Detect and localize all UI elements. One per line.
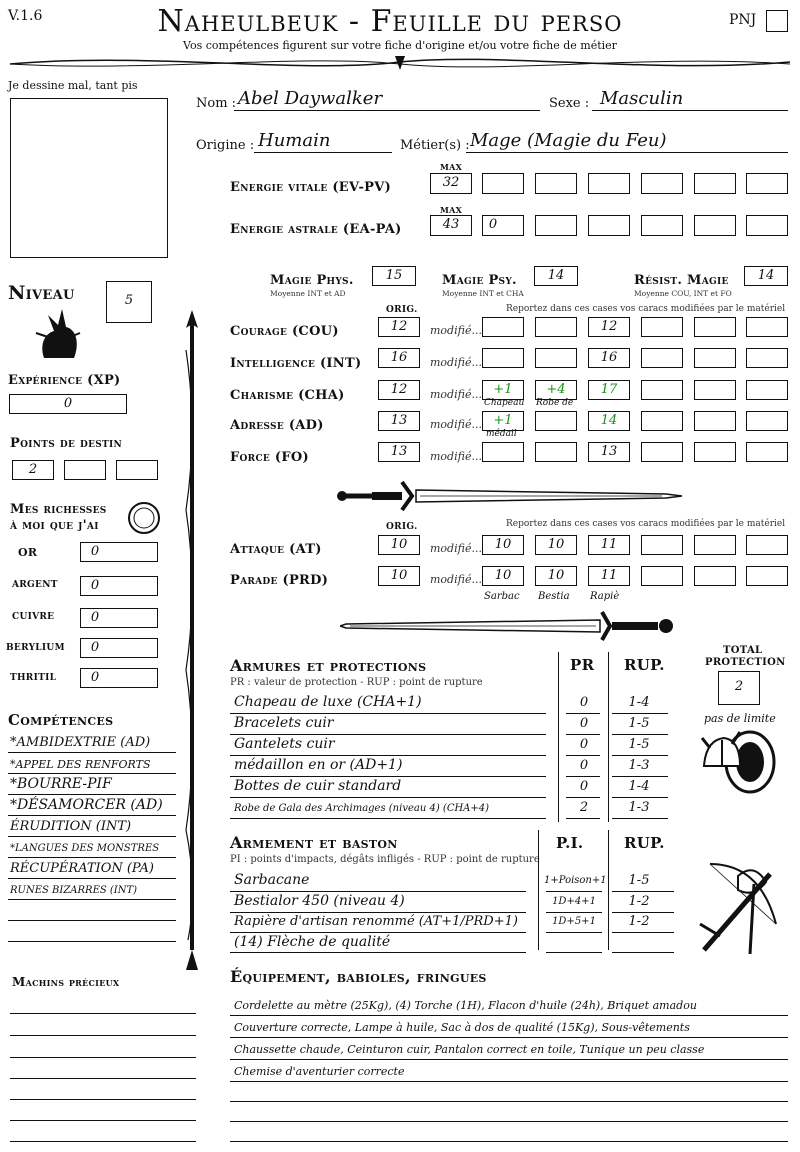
combat-note-rapie: Rapiè bbox=[590, 591, 620, 602]
armure-4-name[interactable]: médaillon en or (AD+1) bbox=[234, 757, 403, 773]
parade-mod-1: 10 bbox=[494, 568, 512, 583]
argent-box[interactable] bbox=[80, 576, 158, 596]
parade-mod-2: 10 bbox=[547, 568, 565, 583]
adresse-orig-box[interactable] bbox=[378, 411, 420, 431]
charisme-note-chapeau: Chapeau bbox=[484, 398, 525, 408]
courage-box-2[interactable] bbox=[535, 317, 577, 337]
adresse-modif-label: modifié... bbox=[430, 418, 482, 431]
equipement-rule-3 bbox=[230, 1059, 788, 1060]
ev-box-4[interactable] bbox=[641, 173, 683, 194]
armures-col-pr: PR bbox=[570, 656, 595, 674]
courage-final: 12 bbox=[600, 319, 618, 334]
attaque-mod-1: 10 bbox=[494, 537, 512, 552]
arme-4-line bbox=[230, 952, 526, 953]
no-limit-label: pas de limite bbox=[704, 712, 776, 725]
equipement-rule-1 bbox=[230, 1015, 788, 1016]
arme-1-line bbox=[230, 891, 526, 892]
ev-box-2[interactable] bbox=[535, 173, 577, 194]
arme-4-rup-line bbox=[612, 952, 674, 953]
courage-box-1[interactable] bbox=[482, 317, 524, 337]
origine-label: Origine : bbox=[196, 138, 255, 153]
ea-box-5[interactable] bbox=[694, 215, 736, 236]
arme-4-name[interactable]: (14) Flèche de qualité bbox=[234, 934, 391, 950]
parade-orig-box[interactable] bbox=[378, 566, 420, 586]
force-label: Force (FO) bbox=[230, 450, 309, 465]
nom-value[interactable]: Abel Daywalker bbox=[238, 88, 383, 109]
armure-3-pr-line bbox=[566, 755, 600, 756]
equipement-rule-7 bbox=[230, 1141, 788, 1142]
armure-4-rup[interactable]: 1-3 bbox=[628, 758, 650, 773]
experience-label: Expérience (XP) bbox=[8, 373, 121, 388]
ea-box-6[interactable] bbox=[746, 215, 788, 236]
intelligence-box-3[interactable] bbox=[588, 348, 630, 368]
ea-max-box[interactable] bbox=[430, 215, 472, 236]
charisme-box-6[interactable] bbox=[746, 380, 788, 400]
equipement-rule-2 bbox=[230, 1037, 788, 1038]
or-box[interactable] bbox=[80, 542, 158, 562]
magie-psy-label: Magie Psy. bbox=[442, 273, 517, 288]
charisme-label: Charisme (CHA) bbox=[230, 388, 345, 403]
combat-note: Reportez dans ces cases vos caracs modifiées par le matériel bbox=[506, 519, 786, 529]
parade-mod-3: 11 bbox=[600, 568, 618, 583]
adresse-note-medaillon: médail bbox=[486, 429, 517, 439]
total-protection-box[interactable] bbox=[718, 671, 760, 705]
armure-3-rup-line bbox=[612, 755, 668, 756]
competence-line-7 bbox=[8, 878, 176, 879]
argent-label: ARGENT bbox=[12, 580, 58, 590]
origine-value[interactable]: Humain bbox=[258, 130, 331, 151]
competence-5: ÉRUDITION (INT) bbox=[10, 819, 132, 834]
intelligence-label: Intelligence (INT) bbox=[230, 356, 362, 371]
armure-3-line bbox=[230, 755, 546, 756]
machins-line-7 bbox=[10, 1141, 196, 1142]
ea-box-1[interactable] bbox=[482, 215, 524, 236]
armure-6-rup-line bbox=[612, 818, 668, 819]
parade-box-2[interactable] bbox=[535, 566, 577, 586]
force-box-1[interactable] bbox=[482, 442, 524, 462]
pnj-checkbox[interactable] bbox=[766, 10, 788, 32]
armure-4-line bbox=[230, 776, 546, 777]
courage-modif-label: modifié... bbox=[430, 324, 482, 337]
resist-magie-note: Moyenne COU, INT et FO bbox=[634, 289, 732, 298]
force-orig-box[interactable] bbox=[378, 442, 420, 462]
experience-value: 0 bbox=[63, 396, 73, 411]
combat-note-bestia: Bestia bbox=[538, 591, 570, 602]
ev-box-1[interactable] bbox=[482, 173, 524, 194]
armure-4-pr-line bbox=[566, 776, 600, 777]
armure-5-pr[interactable]: 0 bbox=[579, 779, 589, 794]
ea-label: Energie astrale (EA-PA) bbox=[230, 222, 402, 237]
machins-line-5 bbox=[10, 1099, 196, 1100]
coin-icon bbox=[127, 501, 161, 535]
charisme-note-robe: Robe de bbox=[536, 398, 574, 408]
armure-2-name[interactable]: Bracelets cuir bbox=[234, 715, 334, 731]
version-label: V.1.6 bbox=[8, 8, 43, 24]
armure-1-pr-line bbox=[566, 713, 600, 714]
combat-note-sarbac: Sarbac bbox=[484, 591, 520, 602]
equipement-line-4[interactable]: Chemise d'aventurier correcte bbox=[234, 1065, 405, 1078]
ev-box-3[interactable] bbox=[588, 173, 630, 194]
ea-box-3[interactable] bbox=[588, 215, 630, 236]
argent-value: 0 bbox=[90, 578, 100, 593]
armure-2-pr[interactable]: 0 bbox=[579, 716, 589, 731]
charisme-mod-2: +4 bbox=[546, 382, 566, 397]
armes-title: Armement et baston bbox=[230, 833, 398, 852]
force-orig: 13 bbox=[390, 444, 408, 459]
equipement-rule-5 bbox=[230, 1101, 788, 1102]
page-subtitle: Vos compétences figurent sur votre fiche d'origine et/ou votre fiche de métier bbox=[183, 39, 617, 52]
staff-illustration bbox=[180, 310, 204, 970]
adresse-mod-1: +1 bbox=[493, 413, 513, 428]
metier-underline bbox=[466, 152, 788, 153]
courage-orig: 12 bbox=[390, 319, 408, 334]
armure-2-rup-line bbox=[612, 734, 668, 735]
pnj-label: PNJ bbox=[729, 12, 757, 28]
arme-4-pi-line bbox=[546, 952, 602, 953]
parade-box-3[interactable] bbox=[588, 566, 630, 586]
adresse-orig: 13 bbox=[390, 413, 408, 428]
competence-line-10 bbox=[8, 941, 176, 942]
force-box-6[interactable] bbox=[746, 442, 788, 462]
charisme-orig-box[interactable] bbox=[378, 380, 420, 400]
origine-underline bbox=[254, 152, 392, 153]
competence-line-3 bbox=[8, 794, 176, 795]
total-protection-label-1: TOTAL bbox=[723, 645, 763, 656]
adresse-final: 14 bbox=[600, 413, 618, 428]
arme-2-rup[interactable]: 1-2 bbox=[628, 894, 650, 909]
magie-psy-note: Moyenne INT et CHA bbox=[442, 289, 524, 298]
armure-3-name[interactable]: Gantelets cuir bbox=[234, 736, 335, 752]
armures-divider-1 bbox=[558, 652, 559, 822]
armure-6-pr-line bbox=[566, 818, 600, 819]
sword-illustration-top bbox=[336, 478, 686, 514]
berylium-box[interactable] bbox=[80, 638, 158, 658]
arme-2-rup-line bbox=[612, 912, 674, 913]
arme-3-line bbox=[230, 932, 526, 933]
experience-box[interactable] bbox=[9, 394, 127, 414]
parade-box-5[interactable] bbox=[694, 566, 736, 586]
competence-2: *APPEL DES RENFORTS bbox=[10, 758, 151, 771]
ev-max-value: 32 bbox=[442, 175, 460, 190]
thritil-value: 0 bbox=[90, 670, 100, 685]
armure-5-pr-line bbox=[566, 797, 600, 798]
attaque-box-2[interactable] bbox=[535, 535, 577, 555]
parade-box-1[interactable] bbox=[482, 566, 524, 586]
armure-5-line bbox=[230, 797, 546, 798]
or-value: 0 bbox=[90, 544, 100, 559]
portrait-caption: Je dessine mal, tant pis bbox=[8, 79, 138, 92]
competence-6: *LANGUES DES MONSTRES bbox=[10, 843, 160, 854]
courage-label: Courage (COU) bbox=[230, 324, 339, 339]
berylium-label: BERYLIUM bbox=[6, 643, 65, 653]
courage-box-3[interactable] bbox=[588, 317, 630, 337]
attaque-mod-2: 10 bbox=[547, 537, 565, 552]
ea-max-label: MAX bbox=[440, 205, 463, 215]
competence-line-4 bbox=[8, 815, 176, 816]
caracs-note: Reportez dans ces cases vos caracs modifiées par le matériel bbox=[506, 304, 786, 314]
armures-title: Armures et protections bbox=[230, 656, 427, 675]
weapons-icon bbox=[690, 854, 790, 964]
armes-divider-1 bbox=[538, 830, 539, 950]
armure-5-name[interactable]: Bottes de cuir standard bbox=[234, 778, 402, 794]
ea-box-4[interactable] bbox=[641, 215, 683, 236]
arme-2-pi[interactable]: 1D+4+1 bbox=[552, 896, 596, 907]
magie-phys-note: Moyenne INT et AD bbox=[270, 289, 346, 298]
magie-phys-value: 15 bbox=[385, 268, 403, 283]
armure-1-name[interactable]: Chapeau de luxe (CHA+1) bbox=[234, 694, 422, 710]
intelligence-box-5[interactable] bbox=[694, 348, 736, 368]
charisme-box-3[interactable] bbox=[588, 380, 630, 400]
equipement-line-1[interactable]: Cordelette au mètre (25Kg), (4) Torche (1H), Flacon d'huile (24h), Briquet amadou bbox=[234, 999, 697, 1012]
arme-1-pi[interactable]: 1+Poison+1 bbox=[544, 875, 607, 886]
ea-max-value: 43 bbox=[442, 217, 460, 232]
armure-2-line bbox=[230, 734, 546, 735]
arme-1-name[interactable]: Sarbacane bbox=[234, 872, 310, 888]
header-ornament bbox=[0, 50, 800, 76]
adresse-box-2[interactable] bbox=[535, 411, 577, 431]
force-box-4[interactable] bbox=[641, 442, 683, 462]
intelligence-box-2[interactable] bbox=[535, 348, 577, 368]
adresse-box-3[interactable] bbox=[588, 411, 630, 431]
machins-label: Machins précieux bbox=[12, 975, 120, 989]
competence-4: *DÉSAMORCER (AD) bbox=[10, 797, 163, 813]
berylium-value: 0 bbox=[90, 640, 100, 655]
attaque-box-1[interactable] bbox=[482, 535, 524, 555]
courage-box-5[interactable] bbox=[694, 317, 736, 337]
nom-label: Nom : bbox=[196, 96, 237, 111]
thritil-box[interactable] bbox=[80, 668, 158, 688]
page-title: Naheulbeuk - Feuille du perso bbox=[157, 4, 623, 39]
metier-label: Métier(s) : bbox=[400, 138, 470, 153]
intelligence-orig-box[interactable] bbox=[378, 348, 420, 368]
intelligence-orig: 16 bbox=[390, 350, 408, 365]
magie-psy-value: 14 bbox=[547, 268, 565, 283]
destin-box-2[interactable] bbox=[64, 460, 106, 480]
force-final: 13 bbox=[600, 444, 618, 459]
ev-max-box[interactable] bbox=[430, 173, 472, 194]
adresse-label: Adresse (AD) bbox=[230, 418, 324, 433]
armure-1-rup[interactable]: 1-4 bbox=[628, 695, 650, 710]
courage-box-4[interactable] bbox=[641, 317, 683, 337]
sexe-label: Sexe : bbox=[549, 96, 590, 111]
destin-box-1[interactable] bbox=[12, 460, 54, 480]
attaque-modif-label: modifié... bbox=[430, 542, 482, 555]
armure-5-rup-line bbox=[612, 797, 668, 798]
equipement-line-2[interactable]: Couverture correcte, Lampe à huile, Sac à dos de qualité (15Kg), Sous-vêtements bbox=[234, 1021, 690, 1034]
armure-1-rup-line bbox=[612, 713, 668, 714]
attaque-box-3[interactable] bbox=[588, 535, 630, 555]
equipement-rule-6 bbox=[230, 1121, 788, 1122]
armure-3-rup[interactable]: 1-5 bbox=[628, 737, 650, 752]
competence-7: RÉCUPÉRATION (PA) bbox=[10, 861, 154, 876]
magie-psy-box[interactable] bbox=[534, 266, 578, 286]
richesses-label-2: à moi que j'ai bbox=[10, 518, 99, 533]
armure-2-pr-line bbox=[566, 734, 600, 735]
cuivre-value: 0 bbox=[90, 610, 100, 625]
armure-1-line bbox=[230, 713, 546, 714]
competence-line-6 bbox=[8, 857, 176, 858]
dragon-icon bbox=[34, 303, 84, 363]
resist-magie-value: 14 bbox=[757, 268, 775, 283]
armure-6-name[interactable]: Robe de Gala des Archimages (niveau 4) (CHA+4) bbox=[234, 803, 490, 814]
charisme-final: 17 bbox=[600, 382, 618, 397]
machins-line-6 bbox=[10, 1120, 196, 1121]
nom-underline bbox=[234, 110, 540, 111]
parade-label: Parade (PRD) bbox=[230, 573, 329, 588]
force-box-3[interactable] bbox=[588, 442, 630, 462]
equipement-title: Équipement, babioles, fringues bbox=[230, 967, 487, 986]
cuivre-label: CUIVRE bbox=[12, 612, 55, 622]
parade-box-4[interactable] bbox=[641, 566, 683, 586]
arme-3-name[interactable]: Rapière d'artisan renommé (AT+1/PRD+1) bbox=[234, 914, 518, 929]
competence-1: *AMBIDEXTRIE (AD) bbox=[10, 735, 151, 750]
charisme-orig: 12 bbox=[390, 382, 408, 397]
attaque-orig-box[interactable] bbox=[378, 535, 420, 555]
adresse-box-6[interactable] bbox=[746, 411, 788, 431]
competence-line-8 bbox=[8, 899, 176, 900]
force-box-5[interactable] bbox=[694, 442, 736, 462]
armure-6-line bbox=[230, 818, 546, 819]
armure-5-rup[interactable]: 1-4 bbox=[628, 779, 650, 794]
competences-label: Compétences bbox=[8, 711, 114, 729]
attaque-box-6[interactable] bbox=[746, 535, 788, 555]
machins-line-4 bbox=[10, 1078, 196, 1079]
armure-6-rup[interactable]: 1-3 bbox=[628, 800, 650, 815]
attaque-orig: 10 bbox=[390, 537, 408, 552]
charisme-mod-1: +1 bbox=[493, 382, 513, 397]
magie-phys-box[interactable] bbox=[372, 266, 416, 286]
armes-divider-2 bbox=[608, 830, 609, 950]
parade-modif-label: modifié... bbox=[430, 573, 482, 586]
destin-box-3[interactable] bbox=[116, 460, 158, 480]
total-protection-value: 2 bbox=[734, 679, 744, 694]
ev-label: Energie vitale (EV-PV) bbox=[230, 180, 392, 195]
attaque-box-5[interactable] bbox=[694, 535, 736, 555]
machins-line-2 bbox=[10, 1035, 196, 1036]
armure-4-pr[interactable]: 0 bbox=[579, 758, 589, 773]
niveau-value: 5 bbox=[124, 293, 134, 308]
competence-line-5 bbox=[8, 836, 176, 837]
arme-3-pi[interactable]: 1D+5+1 bbox=[552, 916, 596, 927]
combat-orig-label: ORIG. bbox=[386, 522, 418, 532]
arme-2-name[interactable]: Bestialor 450 (niveau 4) bbox=[234, 893, 405, 909]
caracs-orig-label: ORIG. bbox=[386, 305, 418, 315]
equipement-rule-4 bbox=[230, 1081, 788, 1082]
adresse-box-1[interactable] bbox=[482, 411, 524, 431]
helmet-shield-icon bbox=[694, 726, 780, 796]
niveau-box[interactable] bbox=[106, 281, 152, 323]
attaque-label: Attaque (AT) bbox=[230, 542, 322, 557]
competence-3: *BOURRE-PIF bbox=[10, 776, 112, 792]
portrait-box[interactable] bbox=[10, 98, 168, 258]
arme-1-rup[interactable]: 1-5 bbox=[628, 873, 650, 888]
sexe-underline bbox=[592, 110, 788, 111]
ev-box-6[interactable] bbox=[746, 173, 788, 194]
competence-line-2 bbox=[8, 773, 176, 774]
arme-1-rup-line bbox=[612, 891, 674, 892]
attaque-mod-3: 11 bbox=[600, 537, 618, 552]
intelligence-box-6[interactable] bbox=[746, 348, 788, 368]
charisme-box-2[interactable] bbox=[535, 380, 577, 400]
intelligence-modif-label: modifié... bbox=[430, 356, 482, 369]
resist-magie-label: Résist. Magie bbox=[634, 273, 729, 288]
armure-3-pr[interactable]: 0 bbox=[579, 737, 589, 752]
sexe-value[interactable]: Masculin bbox=[600, 88, 684, 109]
intelligence-box-4[interactable] bbox=[641, 348, 683, 368]
armure-6-pr[interactable]: 2 bbox=[579, 800, 589, 815]
adresse-box-4[interactable] bbox=[641, 411, 683, 431]
armures-col-rup: RUP. bbox=[624, 656, 665, 674]
sword-illustration-bottom bbox=[340, 608, 680, 644]
competence-line-9 bbox=[8, 920, 176, 921]
machins-line-1 bbox=[10, 1013, 196, 1014]
arme-3-rup[interactable]: 1-2 bbox=[628, 914, 650, 929]
destin-label: Points de destin bbox=[10, 436, 123, 451]
thritil-label: THRITIL bbox=[10, 673, 57, 683]
destin-value: 2 bbox=[28, 462, 38, 477]
arme-3-rup-line bbox=[612, 932, 674, 933]
richesses-label-1: Mes richesses bbox=[10, 502, 107, 517]
equipement-line-3[interactable]: Chaussette chaude, Ceinturon cuir, Pantalon correct en toile, Tunique un peu classe bbox=[234, 1043, 705, 1056]
arme-2-pi-line bbox=[546, 912, 602, 913]
courage-box-6[interactable] bbox=[746, 317, 788, 337]
armes-col-pi: P.I. bbox=[556, 834, 584, 852]
magie-phys-label: Magie Phys. bbox=[270, 273, 354, 288]
ea-box-2[interactable] bbox=[535, 215, 577, 236]
metier-value[interactable]: Mage (Magie du Feu) bbox=[470, 130, 667, 151]
ea-current-value: 0 bbox=[488, 217, 498, 232]
machins-line-3 bbox=[10, 1057, 196, 1058]
charisme-modif-label: modifié... bbox=[430, 388, 482, 401]
ev-box-5[interactable] bbox=[694, 173, 736, 194]
parade-box-6[interactable] bbox=[746, 566, 788, 586]
niveau-label: Niveau bbox=[8, 282, 75, 304]
parade-orig: 10 bbox=[390, 568, 408, 583]
intelligence-box-1[interactable] bbox=[482, 348, 524, 368]
ev-max-label: MAX bbox=[440, 162, 463, 172]
competence-line-1 bbox=[8, 752, 176, 753]
arme-1-pi-line bbox=[546, 891, 602, 892]
armures-note: PR : valeur de protection - RUP : point de rupture bbox=[230, 677, 483, 688]
force-modif-label: modifié... bbox=[430, 450, 482, 463]
adresse-box-5[interactable] bbox=[694, 411, 736, 431]
armes-col-rup: RUP. bbox=[624, 834, 665, 852]
charisme-box-4[interactable] bbox=[641, 380, 683, 400]
or-label: OR bbox=[18, 546, 38, 559]
armure-1-pr[interactable]: 0 bbox=[579, 695, 589, 710]
courage-orig-box[interactable] bbox=[378, 317, 420, 337]
total-protection-label-2: PROTECTION bbox=[705, 657, 786, 668]
resist-magie-box[interactable] bbox=[744, 266, 788, 286]
cuivre-box[interactable] bbox=[80, 608, 158, 628]
arme-2-line bbox=[230, 912, 526, 913]
armure-2-rup[interactable]: 1-5 bbox=[628, 716, 650, 731]
armure-4-rup-line bbox=[612, 776, 668, 777]
armures-divider-2 bbox=[608, 652, 609, 822]
armes-note: PI : points d'impacts, dégâts infligés - RUP : point de rupture bbox=[230, 854, 540, 865]
arme-3-pi-line bbox=[546, 932, 602, 933]
intelligence-final: 16 bbox=[600, 350, 618, 365]
charisme-box-5[interactable] bbox=[694, 380, 736, 400]
force-box-2[interactable] bbox=[535, 442, 577, 462]
competence-8: RUNES BIZARRES (INT) bbox=[10, 885, 138, 896]
charisme-box-1[interactable] bbox=[482, 380, 524, 400]
attaque-box-4[interactable] bbox=[641, 535, 683, 555]
